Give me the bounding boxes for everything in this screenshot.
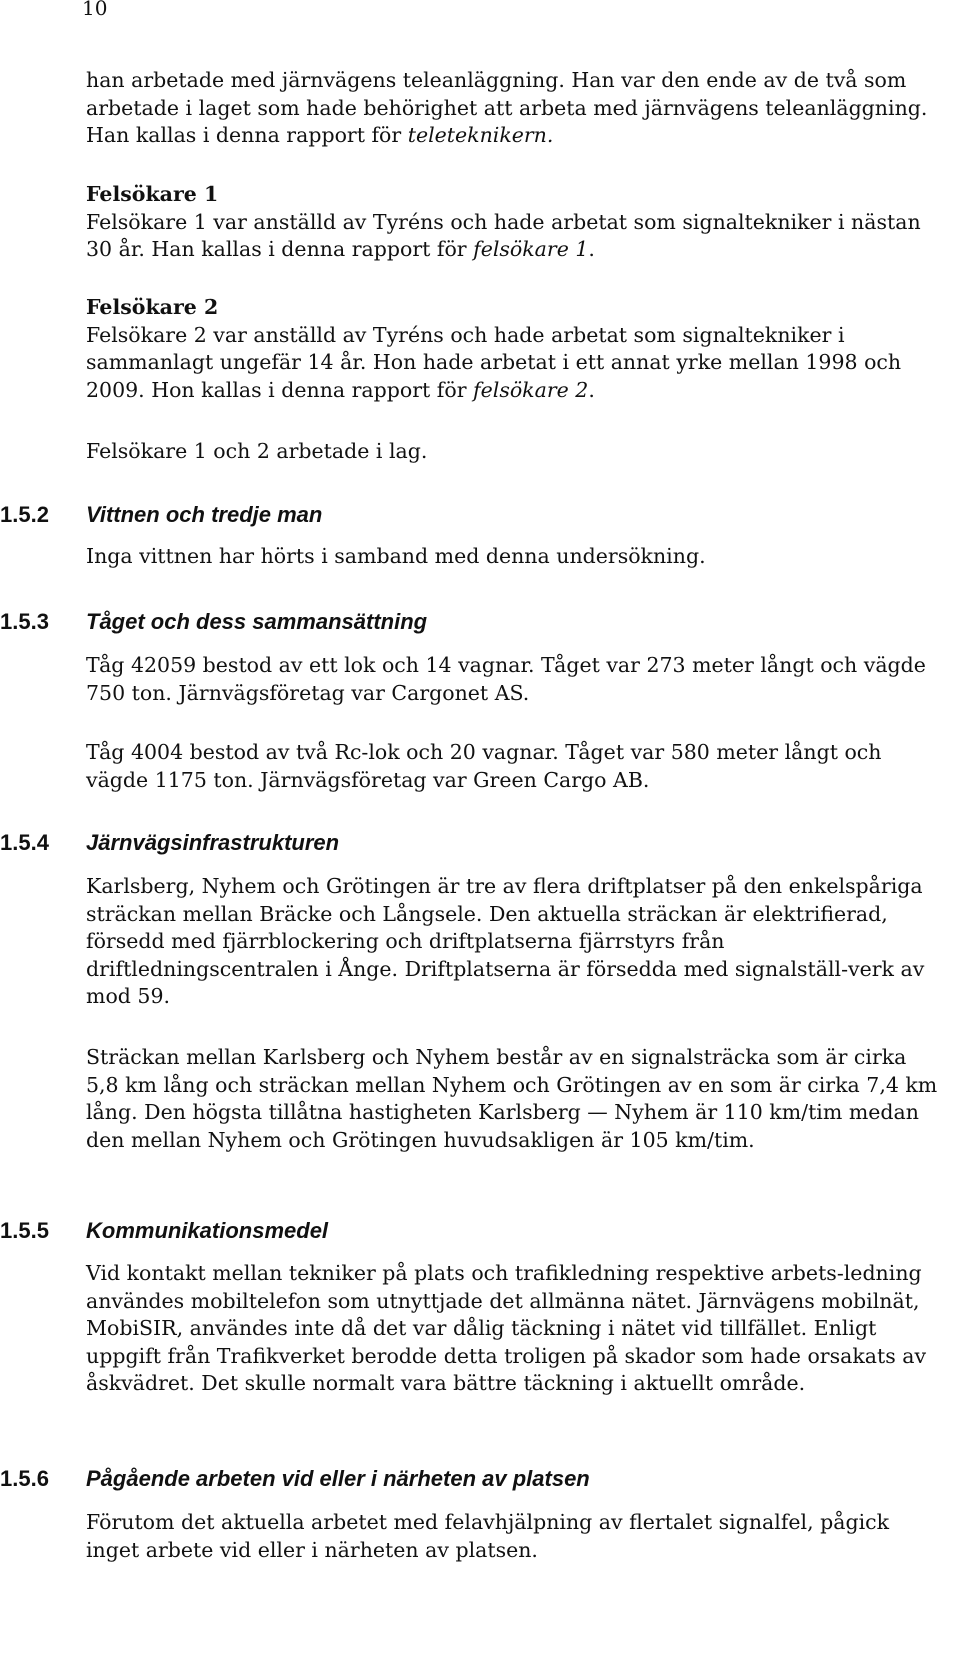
felsokare1-end: . — [588, 237, 595, 261]
section-body-1-5-6 — [86, 1509, 942, 1564]
section-body-1-5-2 — [86, 543, 942, 571]
felsokare2-block — [86, 294, 942, 404]
felsokare2-name: felsökare 2 — [473, 377, 589, 402]
paragraph: Karlsberg, Nyhem och Grötingen är tre av flera driftplatser på den enkelspåriga sträckan mellan Bräcke och Långsele. Den aktuella sträckan är elektrifierad, försedd med fjärrblockering och driftplatserna fjärrstyrs från driftledningscentralen i Ånge. Driftplatserna är försedda med signalställ-verk av mod 59. — [86, 874, 925, 1008]
section-title: Pågående arbeten vid eller i närheten av platsen — [86, 1466, 590, 1491]
paragraph: Tåg 42059 bestod av ett lok och 14 vagnar. Tåget var 273 meter långt och vägde 750 ton. Järnvägsföretag var Cargonet AS. — [86, 653, 926, 705]
section-number: 1.5.4 — [0, 830, 49, 855]
section-title: Vittnen och tredje man — [86, 502, 323, 527]
team-note — [86, 438, 942, 466]
felsokare1-block — [86, 181, 942, 264]
felsokare2-heading: Felsökare 2 — [86, 295, 219, 319]
section-title: Kommunikationsmedel — [86, 1218, 329, 1243]
felsokare1-heading: Felsökare 1 — [86, 182, 219, 206]
felsokare1-text: Felsökare 1 var anställd av Tyréns och hade arbetat som signaltekniker i nästan 30 år. Han kallas i denna rapport för — [86, 209, 921, 261]
section-title: Järnvägsinfrastrukturen — [86, 830, 340, 855]
page-number: 10 — [82, 0, 108, 20]
section-body-1-5-5 — [86, 1260, 942, 1398]
section-number: 1.5.2 — [0, 502, 49, 527]
felsokare2-text: Felsökare 2 var anställd av Tyréns och hade arbetat som signaltekniker i sammanlagt ungefär 14 år. Hon hade arbetat i ett annat yrke mellan 1998 och 2009. Hon kallas i denna rapport för — [86, 322, 902, 402]
section-number: 1.5.6 — [0, 1466, 49, 1491]
section-number: 1.5.3 — [0, 609, 49, 634]
intro-text: han arbetade med järnvägens teleanläggning. Han var den ende av de två som arbetade i laget som hade behörighet att arbeta med järnvägens teleanläggning. Han kallas i denna rapport för — [86, 68, 928, 147]
intro-name: teleteknikern. — [407, 123, 554, 147]
paragraph: Tåg 4004 bestod av två Rc-lok och 20 vagnar. Tåget var 580 meter långt och vägde 1175 ton. Järnvägsföretag var Green Cargo AB. — [86, 740, 882, 792]
team-note-text: Felsökare 1 och 2 arbetade i lag. — [86, 439, 428, 463]
section-body-1-5-4b — [86, 1044, 942, 1154]
section-body-1-5-3a — [86, 652, 942, 707]
intro-paragraph — [86, 67, 942, 150]
felsokare1-name: felsökare 1 — [473, 237, 589, 261]
paragraph: Vid kontakt mellan tekniker på plats och trafikledning respektive arbets-ledning användes mobiltelefon som utnyttjade det allmänna nätet. Järnvägens mobilnät, MobiSIR, användes inte då det var dålig täckning i nätet vid tillfället. Enligt uppgift från Trafikverket berodde detta troligen på skador som hade orsakats av åskvädret. Det skulle normalt vara bättre täckning i aktuellt område. — [86, 1261, 927, 1395]
section-number: 1.5.5 — [0, 1218, 49, 1243]
section-body-1-5-3b — [86, 739, 942, 794]
paragraph: Förutom det aktuella arbetet med felavhjälpning av flertalet signalfel, pågick inget arbete vid eller i närheten av platsen. — [86, 1510, 890, 1562]
section-title: Tåget och dess sammansättning — [86, 609, 428, 634]
paragraph: Sträckan mellan Karlsberg och Nyhem består av en signalsträcka som är cirka 5,8 km lång och sträckan mellan Nyhem och Grötingen av en som är cirka 7,4 km lång. Den högsta tillåtna hastigheten Karlsberg — Nyhem är 110 km/tim medan den mellan Nyhem och Grötingen huvudsakligen är 105 km/tim. — [86, 1045, 938, 1152]
felsokare2-end: . — [588, 377, 595, 402]
paragraph: Inga vittnen har hörts i samband med denna undersökning. — [86, 544, 706, 568]
section-body-1-5-4a — [86, 873, 942, 1011]
